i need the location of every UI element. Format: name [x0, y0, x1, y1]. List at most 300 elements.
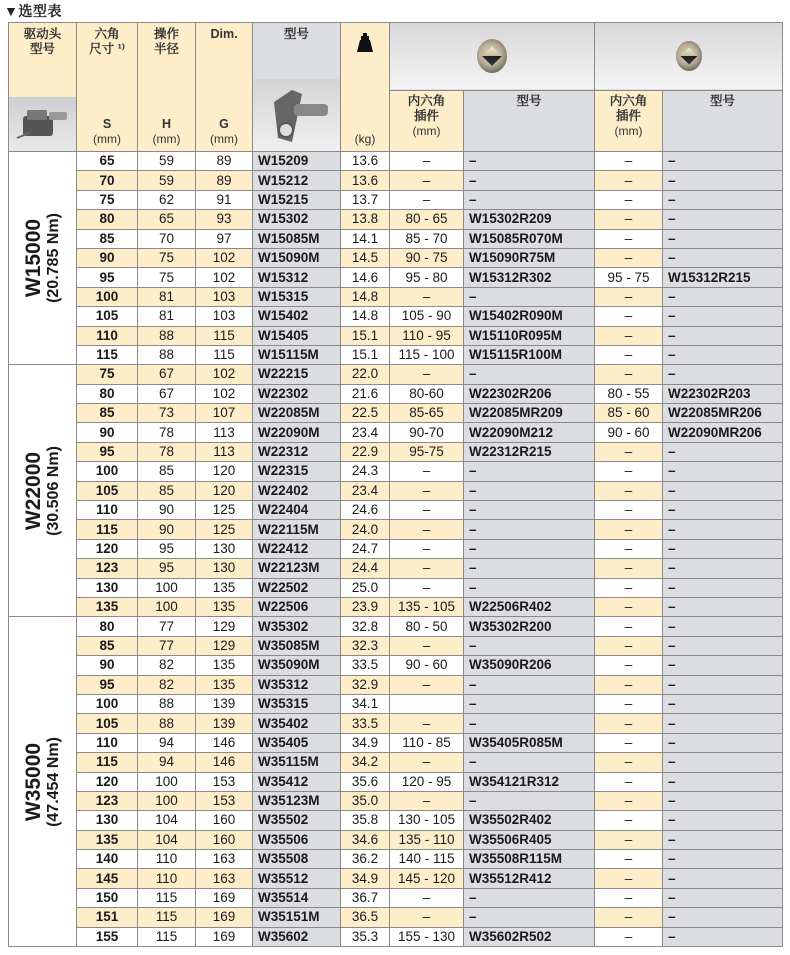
insert1-range-cell: – [390, 171, 464, 190]
weight-cell: 15.1 [341, 345, 390, 364]
insert1-range-cell: 135 - 110 [390, 830, 464, 849]
model-cell: W15215 [253, 190, 341, 209]
insert1-model-cell: – [464, 171, 595, 190]
model-cell: W22302 [253, 384, 341, 403]
insert2-range-cell: 95 - 75 [595, 268, 663, 287]
drive-head-photo [9, 97, 76, 151]
insert1-range-cell: – [390, 578, 464, 597]
model-cell: W22090M [253, 423, 341, 442]
radius-cell: 85 [138, 462, 196, 481]
header-model: 型号 [253, 23, 341, 152]
dim-cell: 160 [196, 830, 253, 849]
insert1-range-cell: 140 - 115 [390, 850, 464, 869]
radius-cell: 115 [138, 908, 196, 927]
model-cell: W35402 [253, 714, 341, 733]
dim-cell: 89 [196, 171, 253, 190]
header-insert1: 内六角 插件 (mm) [390, 91, 464, 152]
insert1-range-cell: 80 - 50 [390, 617, 464, 636]
table-row [9, 830, 783, 849]
hex-size-cell: 95 [77, 268, 138, 287]
insert1-range-cell: – [390, 791, 464, 810]
table-row [9, 210, 783, 229]
insert2-model-cell: – [663, 733, 783, 752]
weight-cell: 36.2 [341, 850, 390, 869]
dim-cell: 120 [196, 481, 253, 500]
table-row [9, 152, 783, 171]
radius-cell: 110 [138, 869, 196, 888]
table-row [9, 869, 783, 888]
radius-cell: 88 [138, 326, 196, 345]
dim-cell: 169 [196, 888, 253, 907]
dim-cell: 135 [196, 656, 253, 675]
radius-cell: 75 [138, 248, 196, 267]
insert2-range-cell: – [595, 307, 663, 326]
insert2-model-cell: – [663, 675, 783, 694]
group-torque: (47.454 Nm) [44, 736, 62, 827]
insert1-model-cell: – [464, 481, 595, 500]
table-row [9, 597, 783, 616]
hex-size-cell: 120 [77, 772, 138, 791]
model-cell: W35115M [253, 753, 341, 772]
header-weight: (kg) [341, 23, 390, 152]
insert1-range-cell: – [390, 190, 464, 209]
dim-cell: 139 [196, 694, 253, 713]
insert1-range-cell: – [390, 520, 464, 539]
group-name: W35000 [21, 742, 45, 821]
radius-cell: 67 [138, 365, 196, 384]
radius-cell: 100 [138, 597, 196, 616]
weight-cell: 34.9 [341, 733, 390, 752]
insert2-range-cell: – [595, 636, 663, 655]
weight-cell: 32.3 [341, 636, 390, 655]
model-cell: W22085M [253, 404, 341, 423]
weight-icon [356, 33, 374, 53]
weight-cell: 22.5 [341, 404, 390, 423]
radius-cell: 81 [138, 307, 196, 326]
insert2-range-cell: – [595, 675, 663, 694]
table-row [9, 908, 783, 927]
radius-cell: 62 [138, 190, 196, 209]
hex-size-cell: 70 [77, 171, 138, 190]
dim-cell: 130 [196, 559, 253, 578]
insert2-model-cell: – [663, 791, 783, 810]
dim-cell: 103 [196, 287, 253, 306]
weight-cell: 14.8 [341, 307, 390, 326]
cassette-photo [253, 79, 340, 151]
dim-cell: 135 [196, 597, 253, 616]
radius-cell: 104 [138, 830, 196, 849]
header-radius: 操作 半径 H (mm) [138, 23, 196, 152]
model-cell: W22402 [253, 481, 341, 500]
insert1-model-cell: W15115R100M [464, 345, 595, 364]
weight-cell: 35.6 [341, 772, 390, 791]
weight-cell: 14.5 [341, 248, 390, 267]
insert1-model-cell: W15110R095M [464, 326, 595, 345]
insert2-model-cell: W15312R215 [663, 268, 783, 287]
dim-cell: 153 [196, 772, 253, 791]
insert1-model-cell: W354121R312 [464, 772, 595, 791]
insert1-model-cell: – [464, 365, 595, 384]
insert1-range-cell: 95 - 80 [390, 268, 464, 287]
weight-cell: 24.6 [341, 501, 390, 520]
dim-cell: 107 [196, 404, 253, 423]
insert2-range-cell: – [595, 248, 663, 267]
insert1-range-cell: 80 - 65 [390, 210, 464, 229]
radius-cell: 78 [138, 442, 196, 461]
weight-cell: 34.6 [341, 830, 390, 849]
insert1-model-cell: W22302R206 [464, 384, 595, 403]
page-title: ▼选型表 [4, 3, 62, 19]
dim-cell: 125 [196, 520, 253, 539]
insert2-range-cell: – [595, 171, 663, 190]
insert1-model-cell: W35405R085M [464, 733, 595, 752]
hex-size-cell: 80 [77, 617, 138, 636]
dim-cell: 146 [196, 733, 253, 752]
insert1-range-cell: – [390, 539, 464, 558]
insert2-range-cell: 85 - 60 [595, 404, 663, 423]
insert1-model-cell: – [464, 287, 595, 306]
insert1-range-cell: – [390, 714, 464, 733]
header-drive-model: 驱动头 型号 [9, 23, 77, 152]
insert2-range-cell: – [595, 539, 663, 558]
hex-size-cell: 135 [77, 830, 138, 849]
insert1-model-cell: – [464, 578, 595, 597]
dim-cell: 163 [196, 850, 253, 869]
model-cell: W15115M [253, 345, 341, 364]
hex-size-cell: 85 [77, 229, 138, 248]
table-row [9, 481, 783, 500]
dim-cell: 113 [196, 423, 253, 442]
radius-cell: 104 [138, 811, 196, 830]
insert1-range-cell: – [390, 636, 464, 655]
insert1-model-cell: – [464, 520, 595, 539]
table-row [9, 307, 783, 326]
radius-cell: 59 [138, 152, 196, 171]
insert2-model-cell: – [663, 869, 783, 888]
insert1-model-cell: W15302R209 [464, 210, 595, 229]
model-cell: W15312 [253, 268, 341, 287]
dim-cell: 169 [196, 927, 253, 946]
insert1-range-cell: – [390, 365, 464, 384]
weight-cell: 24.0 [341, 520, 390, 539]
table-row [9, 171, 783, 190]
radius-cell: 70 [138, 229, 196, 248]
insert2-range-cell: – [595, 326, 663, 345]
insert2-range-cell: – [595, 850, 663, 869]
insert1-model-cell: W35512R412 [464, 869, 595, 888]
hex-size-cell: 110 [77, 501, 138, 520]
table-row [9, 539, 783, 558]
insert1-range-cell: 110 - 95 [390, 326, 464, 345]
cassette-icon [262, 82, 332, 148]
radius-cell: 75 [138, 268, 196, 287]
model-cell: W35090M [253, 656, 341, 675]
dim-cell: 160 [196, 811, 253, 830]
insert1-model-cell: – [464, 753, 595, 772]
insert1-model-cell: W22090M212 [464, 423, 595, 442]
insert1-range-cell: – [390, 152, 464, 171]
insert2-range-cell: – [595, 830, 663, 849]
dim-cell: 102 [196, 365, 253, 384]
group-torque: (30.506 Nm) [44, 445, 62, 536]
dim-cell: 97 [196, 229, 253, 248]
group-label [9, 152, 77, 365]
radius-cell: 78 [138, 423, 196, 442]
model-cell: W15405 [253, 326, 341, 345]
model-cell: W22312 [253, 442, 341, 461]
radius-cell: 100 [138, 772, 196, 791]
insert2-model-cell: – [663, 326, 783, 345]
table-row [9, 501, 783, 520]
table-row [9, 384, 783, 403]
radius-cell: 95 [138, 559, 196, 578]
insert1-range-cell: 115 - 100 [390, 345, 464, 364]
table-row [9, 423, 783, 442]
weight-cell: 33.5 [341, 656, 390, 675]
weight-cell: 24.3 [341, 462, 390, 481]
hex-size-cell: 115 [77, 520, 138, 539]
insert2-range-cell: 90 - 60 [595, 423, 663, 442]
dim-cell: 129 [196, 636, 253, 655]
radius-cell: 100 [138, 578, 196, 597]
insert1-model-cell: – [464, 539, 595, 558]
weight-cell: 32.9 [341, 675, 390, 694]
insert2-model-cell: – [663, 171, 783, 190]
radius-cell: 88 [138, 694, 196, 713]
weight-cell: 24.7 [341, 539, 390, 558]
insert2-model-cell: – [663, 927, 783, 946]
table-row [9, 636, 783, 655]
insert2-model-cell: – [663, 210, 783, 229]
insert2-range-cell: – [595, 559, 663, 578]
insert2-range-cell: – [595, 152, 663, 171]
insert1-range-cell: 85 - 70 [390, 229, 464, 248]
radius-cell: 67 [138, 384, 196, 403]
model-cell: W35514 [253, 888, 341, 907]
dim-cell: 102 [196, 384, 253, 403]
insert1-range-cell: 80-60 [390, 384, 464, 403]
weight-cell: 14.1 [341, 229, 390, 248]
insert1-range-cell: 90 - 60 [390, 656, 464, 675]
insert1-range-cell: – [390, 753, 464, 772]
table-row [9, 520, 783, 539]
insert1-model-cell: – [464, 636, 595, 655]
hex-size-cell: 123 [77, 559, 138, 578]
insert2-model-cell: – [663, 908, 783, 927]
insert2-model-cell: – [663, 694, 783, 713]
hex-size-cell: 155 [77, 927, 138, 946]
insert1-range-cell: 135 - 105 [390, 597, 464, 616]
insert2-model-cell: – [663, 772, 783, 791]
insert1-model-cell: W35602R502 [464, 927, 595, 946]
radius-cell: 94 [138, 753, 196, 772]
table-row [9, 365, 783, 384]
insert1-model-cell: W15085R070M [464, 229, 595, 248]
table-row [9, 850, 783, 869]
insert2-range-cell: – [595, 462, 663, 481]
group-name: W22000 [21, 451, 45, 530]
weight-cell: 24.4 [341, 559, 390, 578]
insert-photo-1 [390, 23, 595, 91]
weight-cell: 35.8 [341, 811, 390, 830]
insert2-range-cell: – [595, 772, 663, 791]
dim-cell: 102 [196, 248, 253, 267]
model-cell: W35412 [253, 772, 341, 791]
insert2-model-cell: – [663, 753, 783, 772]
insert1-model-cell: – [464, 152, 595, 171]
insert1-model-cell: W15312R302 [464, 268, 595, 287]
weight-cell: 36.5 [341, 908, 390, 927]
insert1-range-cell: 95-75 [390, 442, 464, 461]
insert1-model-cell: W22506R402 [464, 597, 595, 616]
insert1-range-cell: 90-70 [390, 423, 464, 442]
insert1-model-cell: W22085MR209 [464, 404, 595, 423]
radius-cell: 110 [138, 850, 196, 869]
weight-cell: 14.8 [341, 287, 390, 306]
table-row [9, 190, 783, 209]
hex-size-cell: 80 [77, 210, 138, 229]
table-row [9, 927, 783, 946]
radius-cell: 82 [138, 675, 196, 694]
radius-cell: 100 [138, 791, 196, 810]
weight-cell: 14.6 [341, 268, 390, 287]
insert1-range-cell [390, 694, 464, 713]
weight-cell: 13.7 [341, 190, 390, 209]
insert2-model-cell: – [663, 229, 783, 248]
hex-size-cell: 95 [77, 442, 138, 461]
insert2-range-cell: – [595, 927, 663, 946]
insert2-range-cell: – [595, 229, 663, 248]
dim-cell: 93 [196, 210, 253, 229]
insert1-model-cell: W35502R402 [464, 811, 595, 830]
insert1-range-cell: – [390, 888, 464, 907]
insert2-range-cell: – [595, 753, 663, 772]
insert2-range-cell: – [595, 442, 663, 461]
model-cell: W15402 [253, 307, 341, 326]
insert2-model-cell: – [663, 501, 783, 520]
model-cell: W15315 [253, 287, 341, 306]
insert2-model-cell: – [663, 597, 783, 616]
weight-cell: 22.0 [341, 365, 390, 384]
model-cell: W22412 [253, 539, 341, 558]
insert2-range-cell: – [595, 694, 663, 713]
hex-size-cell: 85 [77, 636, 138, 655]
hex-insert-icon [477, 39, 507, 73]
insert1-model-cell: W35506R405 [464, 830, 595, 849]
insert1-model-cell: – [464, 888, 595, 907]
insert2-model-cell: – [663, 520, 783, 539]
radius-cell: 115 [138, 888, 196, 907]
group-name: W15000 [21, 219, 45, 298]
insert2-range-cell: – [595, 617, 663, 636]
model-cell: W35502 [253, 811, 341, 830]
model-cell: W15209 [253, 152, 341, 171]
dim-cell: 89 [196, 152, 253, 171]
model-cell: W35315 [253, 694, 341, 713]
dim-cell: 115 [196, 345, 253, 364]
table-row [9, 559, 783, 578]
insert2-model-cell: – [663, 462, 783, 481]
insert1-model-cell: W15402R090M [464, 307, 595, 326]
radius-cell: 59 [138, 171, 196, 190]
hex-size-cell: 151 [77, 908, 138, 927]
hex-size-cell: 120 [77, 539, 138, 558]
table-row [9, 811, 783, 830]
hex-size-cell: 100 [77, 287, 138, 306]
model-cell: W15085M [253, 229, 341, 248]
insert2-range-cell: 80 - 55 [595, 384, 663, 403]
table-row [9, 694, 783, 713]
hex-size-cell: 145 [77, 869, 138, 888]
weight-cell: 22.9 [341, 442, 390, 461]
model-cell: W35151M [253, 908, 341, 927]
dim-cell: 135 [196, 578, 253, 597]
dim-cell: 130 [196, 539, 253, 558]
insert1-range-cell: 155 - 130 [390, 927, 464, 946]
insert1-range-cell: 120 - 95 [390, 772, 464, 791]
radius-cell: 90 [138, 501, 196, 520]
insert2-model-cell: – [663, 307, 783, 326]
header-insert2-model: 型号 [663, 91, 783, 152]
dim-cell: 120 [196, 462, 253, 481]
radius-cell: 95 [138, 539, 196, 558]
insert2-model-cell: – [663, 152, 783, 171]
table-row [9, 326, 783, 345]
insert2-range-cell: – [595, 481, 663, 500]
hex-size-cell: 75 [77, 365, 138, 384]
header-insert1-model: 型号 [464, 91, 595, 152]
hex-size-cell: 95 [77, 675, 138, 694]
model-cell: W15090M [253, 248, 341, 267]
selection-table [8, 22, 783, 947]
hex-size-cell: 105 [77, 714, 138, 733]
dim-cell: 135 [196, 675, 253, 694]
insert2-model-cell: – [663, 365, 783, 384]
model-cell: W35602 [253, 927, 341, 946]
dim-cell: 102 [196, 268, 253, 287]
hex-size-cell: 150 [77, 888, 138, 907]
insert1-range-cell: – [390, 481, 464, 500]
header-dim: Dim. G (mm) [196, 23, 253, 152]
insert1-model-cell: W22312R215 [464, 442, 595, 461]
insert1-model-cell: – [464, 462, 595, 481]
insert1-range-cell: – [390, 462, 464, 481]
hex-size-cell: 100 [77, 462, 138, 481]
hex-size-cell: 140 [77, 850, 138, 869]
model-cell: W15212 [253, 171, 341, 190]
hex-size-cell: 90 [77, 423, 138, 442]
insert1-model-cell: – [464, 190, 595, 209]
dim-cell: 169 [196, 908, 253, 927]
insert1-range-cell: – [390, 908, 464, 927]
hex-size-cell: 130 [77, 811, 138, 830]
table-row [9, 714, 783, 733]
dim-cell: 115 [196, 326, 253, 345]
table-row [9, 753, 783, 772]
model-cell: W22123M [253, 559, 341, 578]
dim-cell: 146 [196, 753, 253, 772]
weight-cell: 13.8 [341, 210, 390, 229]
insert2-range-cell: – [595, 869, 663, 888]
insert1-range-cell: 90 - 75 [390, 248, 464, 267]
insert2-range-cell: – [595, 908, 663, 927]
model-cell: W35302 [253, 617, 341, 636]
group-label [9, 365, 77, 617]
weight-cell: 35.3 [341, 927, 390, 946]
table-row [9, 287, 783, 306]
insert2-range-cell: – [595, 365, 663, 384]
insert2-range-cell: – [595, 501, 663, 520]
